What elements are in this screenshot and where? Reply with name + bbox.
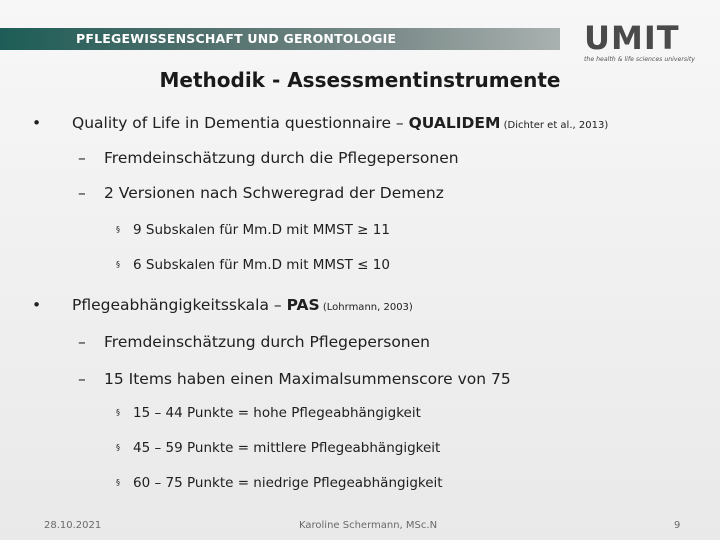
bullet-qualidem [32,114,608,132]
item-ref: (Dichter et al., 2013) [500,120,609,131]
header-band-text: PFLEGEWISSENSCHAFT UND GERONTOLOGIE [76,31,397,46]
umit-logo [584,20,704,68]
subsubitem [116,475,443,491]
subsubitem [116,405,421,421]
item-ref: (Lohrmann, 2003) [319,302,413,313]
subitem-text: Fremdeinschätzung durch Pflegepersonen [104,333,430,351]
item-bold: PAS [286,296,320,314]
subitem-text: Fremdeinschätzung durch die Pflegepersonen [104,149,459,167]
subsubitem [116,440,440,456]
item-text: Quality of Life in Dementia questionnaire – [72,114,409,132]
footer-date: 28.10.2021 [44,520,102,531]
subsubitem-text: 60 – 75 Punkte = niedrige Pflegeabhängigkeit [133,475,443,491]
subitem [78,333,430,351]
subitem [78,149,459,167]
slide-title: Methodik - Assessmentinstrumente [159,68,561,92]
bullet-mark: • [32,114,42,132]
item-text: Pflegeabhängigkeitsskala – [72,296,287,314]
subitem [78,184,444,202]
section-mark: § [116,225,120,234]
subitem [78,370,511,388]
subsubitem-text: 6 Subskalen für Mm.D mit MMST ≤ 10 [133,257,390,273]
subsubitem-text: 45 – 59 Punkte = mittlere Pflegeabhängigkeit [133,440,441,456]
section-mark: § [116,443,120,452]
subsubitem-text: 9 Subskalen für Mm.D mit MMST ≥ 11 [133,222,390,238]
dash-mark: – [78,149,86,167]
dash-mark: – [78,370,86,388]
logo-tagline: the health & life sciences university [584,56,695,63]
subitem-text: 2 Versionen nach Schweregrad der Demenz [104,184,444,202]
subsubitem [116,257,390,273]
subsubitem-text: 15 – 44 Punkte = hohe Pflegeabhängigkeit [133,405,421,421]
subsubitem [116,222,390,238]
item-bold: QUALIDEM [408,114,501,132]
section-mark: § [116,478,120,487]
dash-mark: – [78,184,86,202]
section-mark: § [116,260,120,269]
footer-page-number: 9 [674,520,681,531]
dash-mark: – [78,333,86,351]
section-mark: § [116,408,120,417]
footer-author: Karoline Schermann, MSc.N [299,520,438,531]
logo-word: UMIT [584,19,680,57]
subitem-text: 15 Items haben einen Maximalsummenscore von 75 [104,370,511,388]
bullet-mark: • [32,296,42,314]
bullet-pas [32,296,413,314]
